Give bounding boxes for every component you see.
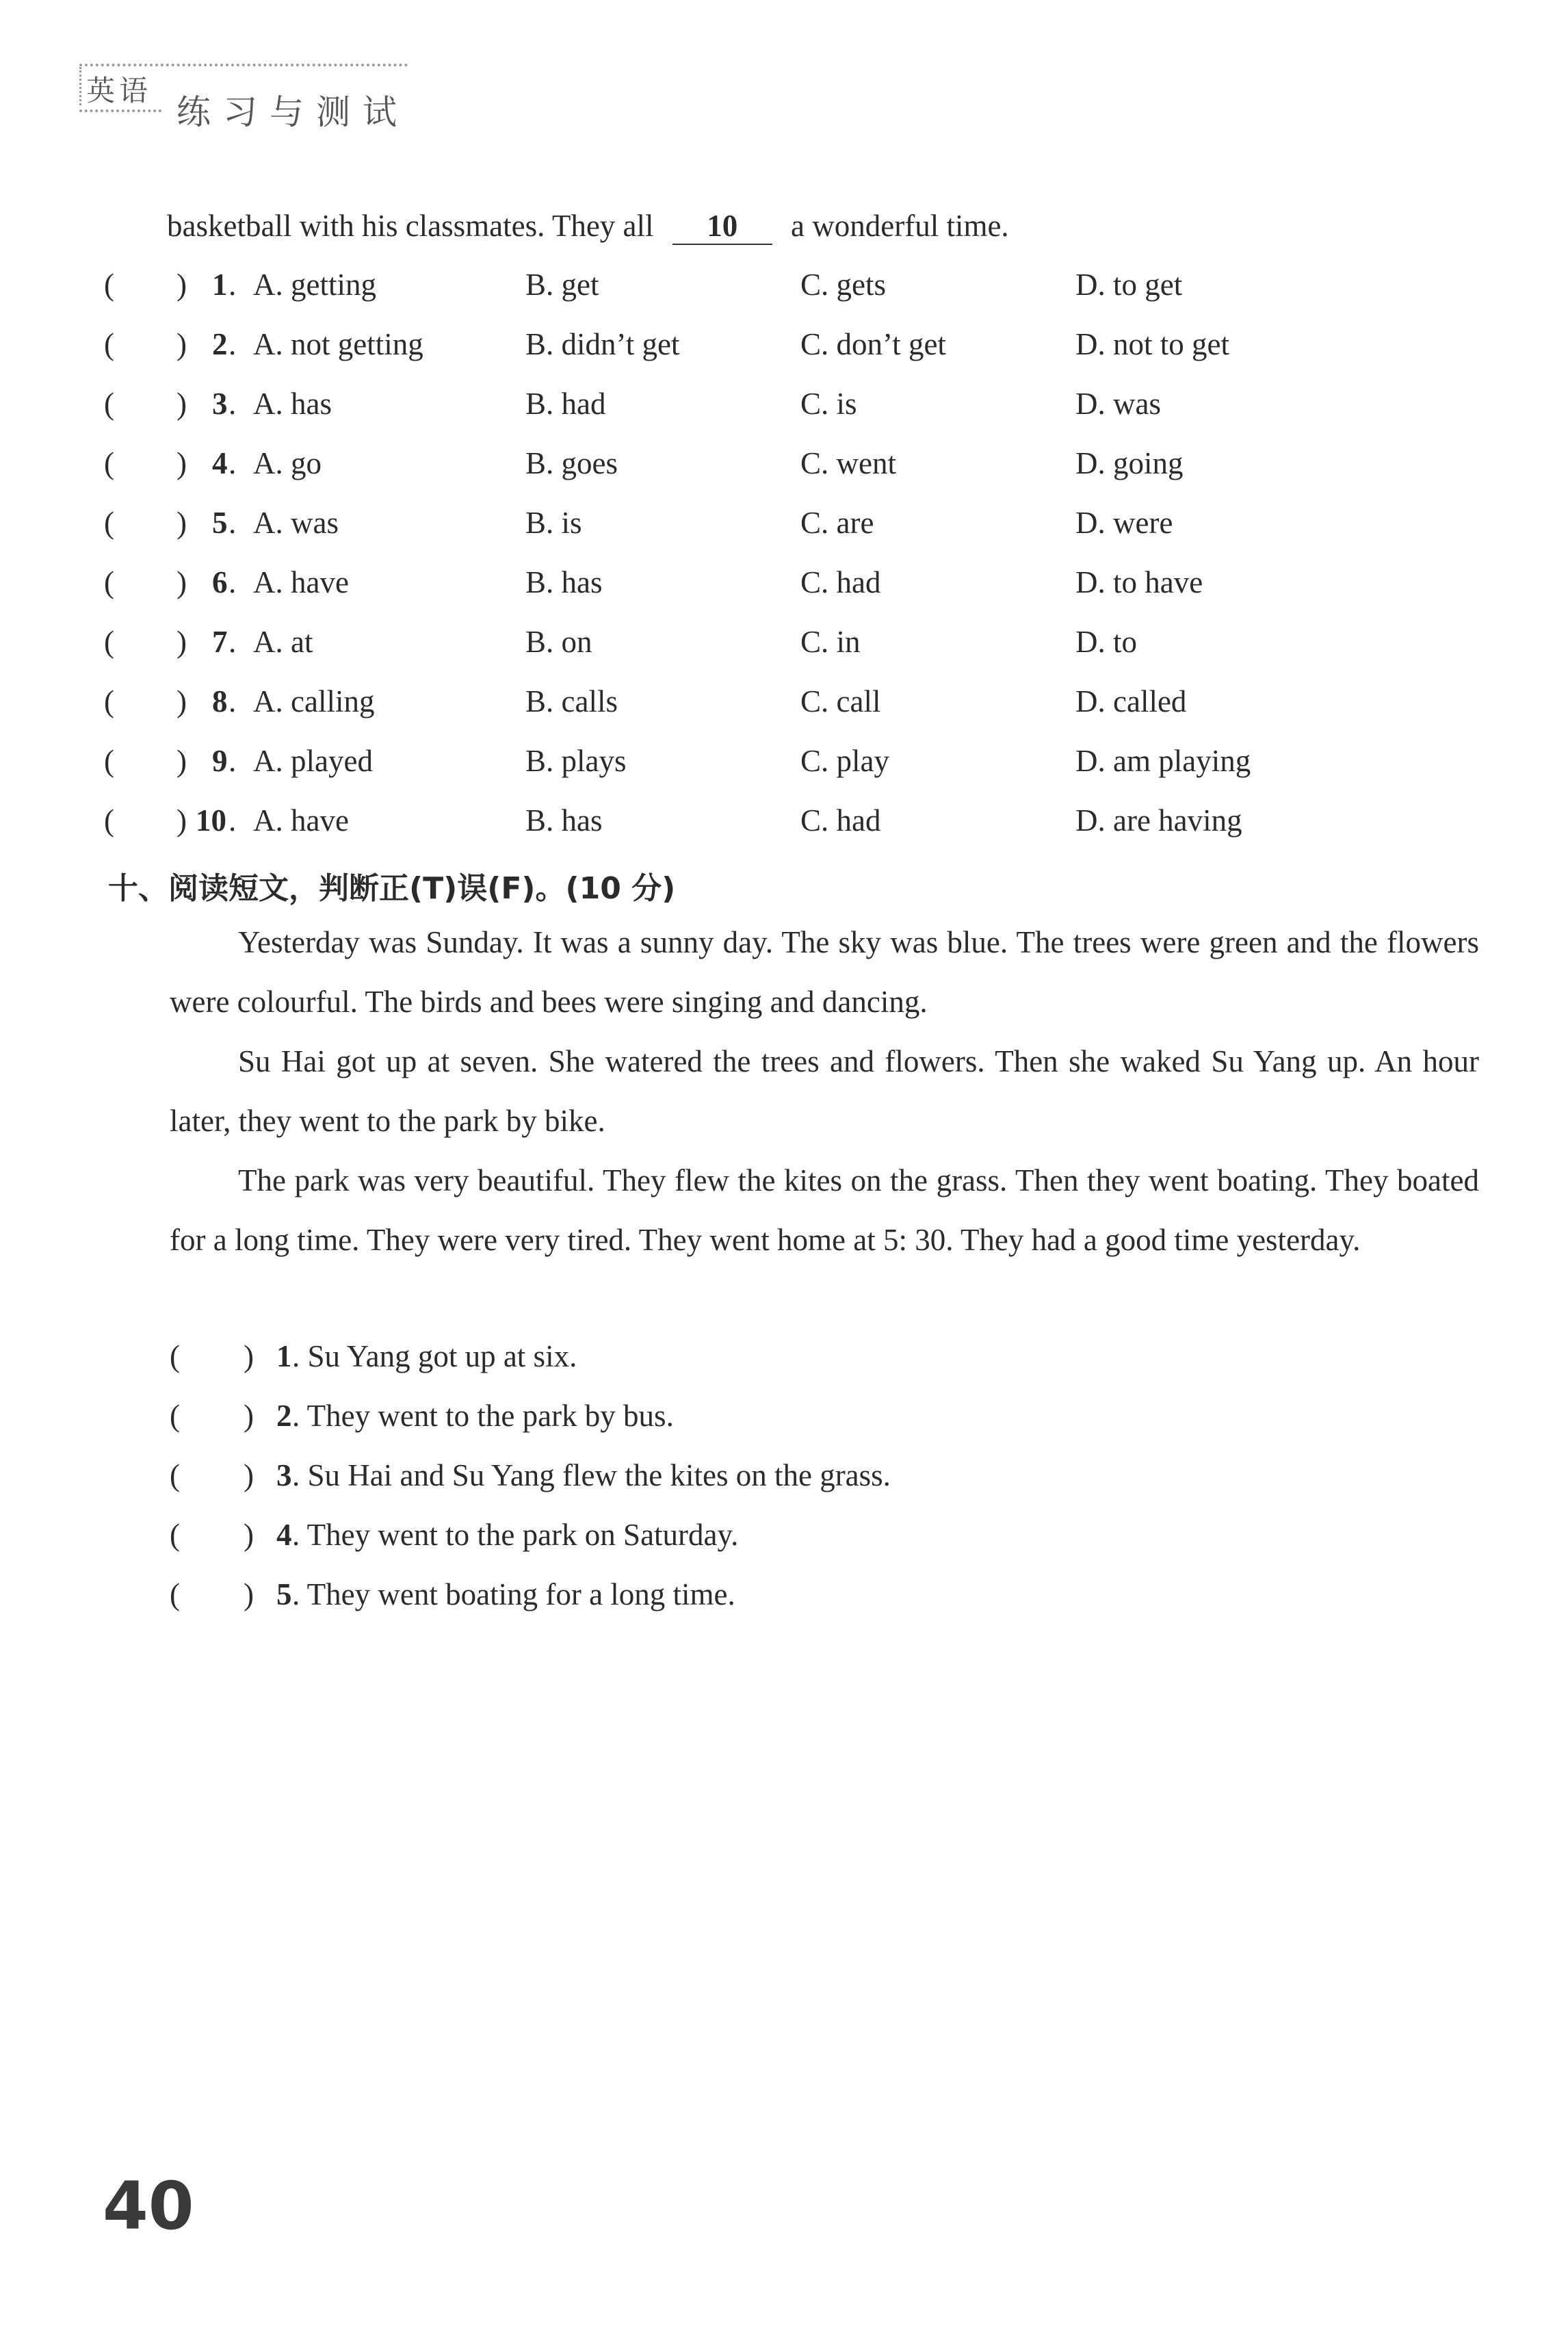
question-number: 10 — [196, 803, 226, 838]
option-c: C. gets — [800, 268, 887, 302]
option-a: A. calling — [253, 684, 375, 718]
option-a: A. played — [253, 744, 373, 778]
option-a: A. not getting — [253, 327, 423, 361]
option-d: D. called — [1075, 684, 1187, 718]
option-c: C. went — [800, 446, 896, 480]
option-c: C. had — [800, 803, 881, 838]
question-text: . They went to the park by bus. — [292, 1399, 674, 1433]
answer-paren-close: ) — [177, 327, 187, 361]
option-b: B. get — [525, 268, 599, 302]
passage-tail-after: a wonderful time. — [791, 209, 1009, 243]
question-number: 2 — [276, 1399, 292, 1433]
question-number: 7 — [212, 625, 228, 659]
option-c: C. call — [800, 684, 881, 718]
question-number: 6 — [212, 565, 228, 599]
answer-paren-close: ) — [177, 387, 187, 421]
question-dot: . — [228, 446, 237, 480]
question-text: . Su Hai and Su Yang flew the kites on the grass. — [292, 1458, 891, 1492]
question-number: 4 — [212, 446, 228, 480]
option-d: D. to get — [1075, 268, 1183, 302]
question-dot: . — [228, 268, 237, 302]
answer-paren-close: ) — [177, 446, 187, 480]
answer-paren-open: ( — [170, 1458, 180, 1492]
answer-paren-open: ( — [104, 565, 114, 599]
answer-paren-open: ( — [170, 1339, 180, 1373]
option-d: D. to — [1075, 625, 1137, 659]
option-a: A. have — [253, 803, 349, 838]
question-number: 5 — [212, 506, 228, 540]
option-b: B. goes — [525, 446, 618, 480]
option-a: A. was — [253, 506, 339, 540]
option-a: A. go — [253, 446, 322, 480]
option-a: A. getting — [253, 268, 376, 302]
option-c: C. are — [800, 506, 874, 540]
option-b: B. has — [525, 803, 603, 838]
answer-paren-open: ( — [104, 327, 114, 361]
answer-paren-close: ) — [244, 1399, 254, 1433]
option-d: D. not to get — [1075, 327, 1229, 361]
header-subject: 英语 — [86, 74, 153, 107]
option-d: D. going — [1075, 446, 1184, 480]
answer-paren-open: ( — [104, 446, 114, 480]
answer-paren-close: ) — [177, 506, 187, 540]
answer-paren-close: ) — [244, 1518, 254, 1552]
option-b: B. calls — [525, 684, 618, 718]
question-dot: . — [228, 327, 237, 361]
answer-paren-close: ) — [244, 1339, 254, 1373]
header-rule-top — [79, 64, 408, 66]
option-d: D. was — [1075, 387, 1161, 421]
answer-paren-open: ( — [104, 625, 114, 659]
answer-paren-close: ) — [177, 803, 187, 838]
answer-paren-open: ( — [104, 387, 114, 421]
passage-paragraph-3: The park was very beautiful. They flew the kites on the grass. Then they went boating. They boated for a long time. They were very tired. They went home at 5: 30. They had a good time yesterday. — [170, 1163, 1479, 1257]
option-a: A. at — [253, 625, 313, 659]
question-number: 3 — [212, 387, 228, 421]
answer-paren-close: ) — [177, 565, 187, 599]
answer-paren-close: ) — [244, 1577, 254, 1611]
option-b: B. on — [525, 625, 592, 659]
passage-tail-before: basketball with his classmates. They all — [167, 209, 654, 243]
option-d: D. were — [1075, 506, 1173, 540]
option-b: B. is — [525, 506, 582, 540]
question-dot: . — [228, 803, 237, 838]
option-c: C. don’t get — [800, 327, 946, 361]
question-dot: . — [228, 506, 237, 540]
answer-paren-close: ) — [177, 684, 187, 718]
question-text: . They went boating for a long time. — [292, 1577, 735, 1611]
answer-paren-open: ( — [104, 506, 114, 540]
answer-paren-open: ( — [104, 684, 114, 718]
option-c: C. in — [800, 625, 861, 659]
option-c: C. had — [800, 565, 881, 599]
answer-paren-open: ( — [170, 1577, 180, 1611]
option-b: B. didn’t get — [525, 327, 680, 361]
question-number: 5 — [276, 1577, 292, 1611]
option-c: C. play — [800, 744, 889, 778]
answer-paren-close: ) — [244, 1458, 254, 1492]
option-d: D. to have — [1075, 565, 1203, 599]
answer-paren-close: ) — [177, 268, 187, 302]
header-book-title: 练习与测试 — [177, 92, 409, 132]
page-number: 40 — [103, 2168, 194, 2244]
answer-paren-open: ( — [170, 1399, 180, 1433]
option-d: D. am playing — [1075, 744, 1251, 778]
blank-10: 10 — [672, 208, 772, 245]
reading-passage — [170, 913, 1479, 1270]
question-number: 2 — [212, 327, 228, 361]
option-d: D. are having — [1075, 803, 1242, 838]
header-rule-bottom — [79, 109, 161, 112]
question-dot: . — [228, 387, 237, 421]
answer-paren-close: ) — [177, 744, 187, 778]
passage-paragraph-2: Su Hai got up at seven. She watered the trees and flowers. Then she waked Su Yang up. An hour later, they went to the park by bike. — [170, 1044, 1479, 1138]
question-dot: . — [228, 744, 237, 778]
question-number: 8 — [212, 684, 228, 718]
option-a: A. have — [253, 565, 349, 599]
answer-paren-open: ( — [104, 268, 114, 302]
question-text: . They went to the park on Saturday. — [292, 1518, 739, 1552]
option-b: B. has — [525, 565, 603, 599]
section-title: 十、阅读短文，判断正(T)误(F)。(10 分) — [108, 871, 676, 906]
question-number: 9 — [212, 744, 228, 778]
question-dot: . — [228, 565, 237, 599]
option-a: A. has — [253, 387, 332, 421]
question-dot: . — [228, 684, 237, 718]
answer-paren-open: ( — [104, 803, 114, 838]
question-number: 3 — [276, 1458, 292, 1492]
question-text: . Su Yang got up at six. — [292, 1339, 577, 1373]
question-number: 1 — [212, 268, 228, 302]
answer-paren-open: ( — [170, 1518, 180, 1552]
answer-paren-close: ) — [177, 625, 187, 659]
question-dot: . — [228, 625, 237, 659]
passage-paragraph-1: Yesterday was Sunday. It was a sunny day. The sky was blue. The trees were green and the flowers were colourful. The birds and bees were singing and dancing. — [170, 925, 1479, 1019]
question-number: 1 — [276, 1339, 292, 1373]
option-b: B. plays — [525, 744, 627, 778]
option-b: B. had — [525, 387, 606, 421]
answer-paren-open: ( — [104, 744, 114, 778]
question-number: 4 — [276, 1518, 292, 1552]
option-c: C. is — [800, 387, 857, 421]
passage-tail-line — [167, 208, 1009, 245]
